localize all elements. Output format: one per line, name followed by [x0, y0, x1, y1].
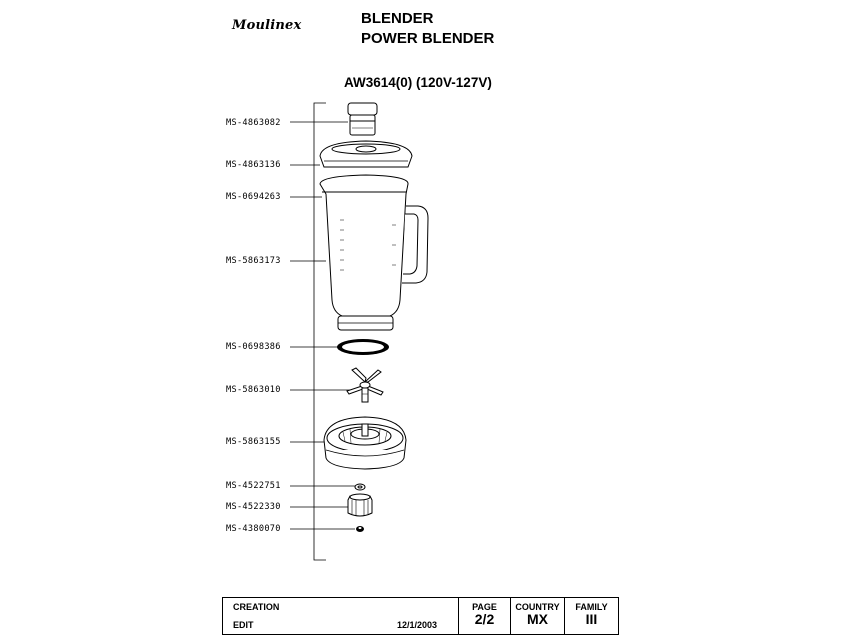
part-label: MS-4522330 [226, 502, 281, 512]
part-label: MS-4522751 [226, 481, 281, 491]
title-block [222, 597, 619, 635]
edit-date: 12/1/2003 [397, 620, 438, 630]
part-label: MS-4863136 [226, 160, 281, 170]
part-label: MS-5863173 [226, 256, 281, 266]
document-subtitle: POWER BLENDER [361, 30, 495, 47]
brand-logo: Moulinex [232, 18, 302, 33]
edit-label: EDIT [233, 620, 254, 630]
washer-icon [355, 484, 365, 490]
model-number: AW3614(0) (120V-127V) [344, 75, 492, 90]
blade-icon [347, 368, 383, 402]
glass-jar-icon [320, 175, 428, 330]
coupler-icon [348, 494, 372, 516]
creation-cell [223, 598, 459, 635]
family-value: III [585, 611, 598, 627]
jar-base-icon [324, 417, 406, 469]
lid-icon [320, 141, 412, 167]
measuring-cap-icon [348, 103, 377, 135]
page-cell [459, 598, 511, 635]
family-label: FAMILY [575, 602, 608, 612]
country-cell [511, 598, 565, 635]
part-label: MS-4380070 [226, 524, 281, 534]
page-label: PAGE [472, 602, 497, 612]
part-label: MS-5863155 [226, 437, 281, 447]
part-label: MS-5863010 [226, 385, 281, 395]
part-label: MS-0694263 [226, 192, 281, 202]
page-value: 2/2 [474, 611, 495, 627]
document-title: BLENDER [361, 10, 434, 27]
nut-icon [356, 526, 364, 532]
bracket-line [314, 103, 326, 560]
family-cell [565, 598, 619, 635]
creation-label: CREATION [233, 602, 280, 612]
seal-ring-icon [337, 339, 389, 355]
part-label: MS-0698386 [226, 342, 281, 352]
country-label: COUNTRY [515, 602, 560, 612]
part-label: MS-4863082 [226, 118, 281, 128]
country-value: MX [527, 611, 548, 627]
